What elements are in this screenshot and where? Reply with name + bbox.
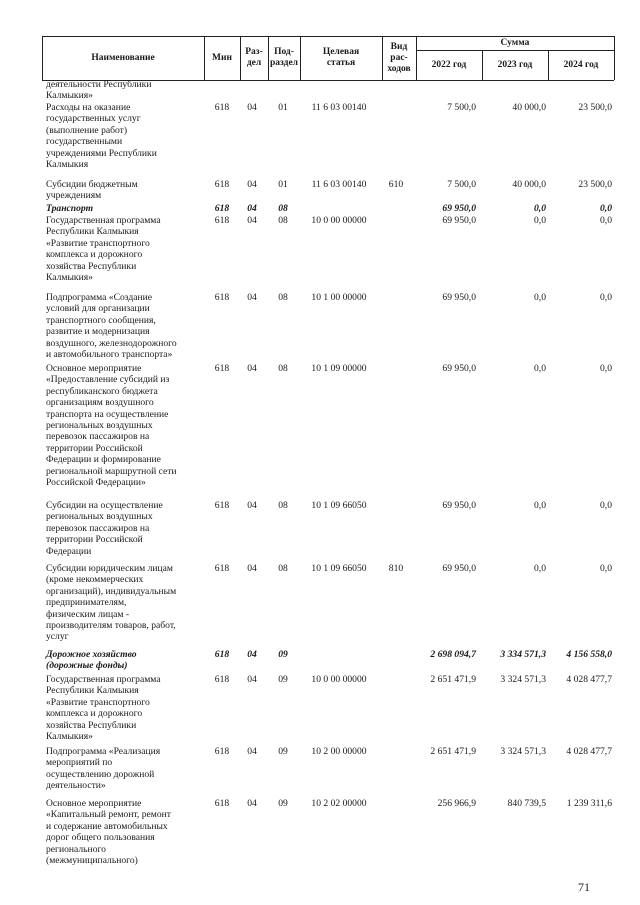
row-min: 618 (214, 215, 230, 226)
row-name: Подпрограмма «Реализация мероприятий по осуществлению дорожной деятельности» (46, 746, 161, 792)
row-razd: 04 (247, 203, 257, 214)
row-razd: 04 (247, 500, 257, 511)
row-2024: 4 028 477,7 (566, 746, 612, 757)
row-razd: 04 (247, 292, 257, 303)
vline-0 (42, 36, 43, 80)
row-min: 618 (214, 203, 230, 214)
vline-4 (300, 36, 301, 80)
row-2023: 0,0 (534, 563, 546, 574)
row-razd: 04 (247, 798, 257, 809)
row-2023: 0,0 (534, 203, 546, 214)
row-min: 618 (214, 746, 230, 757)
vline-2 (240, 36, 241, 80)
row-2024: 0,0 (600, 215, 612, 226)
row-vid: 610 (388, 179, 404, 190)
row-2024: 23 500,0 (578, 102, 612, 113)
row-podrazd: 08 (278, 215, 288, 226)
row-2023: 40 000,0 (512, 102, 546, 113)
row-razd: 04 (247, 746, 257, 757)
row-podrazd: 08 (278, 203, 288, 214)
row-2022: 2 651 471,9 (430, 746, 476, 757)
row-min: 618 (214, 102, 230, 113)
row-statya: 11 6 03 00140 (311, 102, 367, 113)
row-statya: 10 0 00 00000 (311, 674, 367, 685)
row-vid: 810 (388, 563, 404, 574)
row-statya: 11 6 03 00140 (311, 179, 367, 190)
row-statya: 10 0 00 00000 (311, 215, 367, 226)
row-2024: 0,0 (600, 563, 612, 574)
row-name: Государственная программа Республики Калмыкия «Развитие транспортного комплекса и дорожного хозяйства Республики Калмыкия» (46, 674, 161, 743)
row-podrazd: 09 (278, 746, 288, 757)
row-podrazd: 01 (278, 179, 288, 190)
row-statya: 10 1 09 66050 (311, 500, 367, 511)
row-min: 618 (214, 563, 230, 574)
row-2022: 69 950,0 (442, 500, 476, 511)
row-name: Основное мероприятие «Капитальный ремонт, ремонт и содержание автомобильных дорог общего пользования регионального (межмуниципального) (46, 798, 171, 867)
row-name: Расходы на оказание государственных услуг (выполнение работ) государственными учреждениями Республики Калмыкия (46, 102, 157, 171)
row-2024: 0,0 (600, 203, 612, 214)
page-number: 71 (578, 880, 590, 894)
row-2023: 840 739,5 (507, 798, 546, 809)
row-podrazd: 08 (278, 563, 288, 574)
row-2024: 0,0 (600, 292, 612, 303)
row-2024: 0,0 (600, 500, 612, 511)
row-podrazd: 09 (278, 649, 288, 660)
vline-1 (204, 36, 205, 80)
row-min: 618 (214, 674, 230, 685)
row-2022: 7 500,0 (447, 102, 476, 113)
row-name: Субсидии юридическим лицам (кроме некоммерческих организаций), индивидуальным предпринимателям, физическим лицам - производителям товаров, работ, услуг (46, 563, 177, 643)
row-statya: 10 2 00 00000 (311, 746, 367, 757)
header-name: Наименование (91, 52, 155, 63)
row-2023: 3 334 571,3 (500, 649, 546, 660)
row-2023: 0,0 (534, 500, 546, 511)
vline-8 (548, 50, 549, 80)
row-name: Дорожное хозяйство (дорожные фонды) (46, 649, 137, 672)
row-2024: 23 500,0 (578, 179, 612, 190)
row-2022: 69 950,0 (442, 203, 476, 214)
row-podrazd: 09 (278, 674, 288, 685)
row-razd: 04 (247, 674, 257, 685)
header-statya: Целевая статья (322, 47, 360, 68)
header-2023: 2023 год (497, 59, 533, 70)
row-name: деятельности Республики Калмыкия» (46, 79, 152, 102)
row-razd: 04 (247, 215, 257, 226)
row-razd: 04 (247, 179, 257, 190)
row-podrazd: 08 (278, 500, 288, 511)
vline-9 (614, 36, 615, 80)
row-min: 618 (214, 649, 230, 660)
row-2024: 4 156 558,0 (566, 649, 612, 660)
header-razd: Раз- дел (245, 47, 263, 68)
row-2022: 2 651 471,9 (430, 674, 476, 685)
row-2022: 69 950,0 (442, 292, 476, 303)
row-name: Основное мероприятие «Предоставление субсидий из республиканского бюджета организациям воздушного транспорта на осуществление региональных воздушных перевозок пассажиров на территории Российской Федерации и формирование региональной маршрутной сети Российской Федерации» (46, 363, 177, 489)
row-2023: 3 324 571,3 (500, 746, 546, 757)
row-2023: 0,0 (534, 363, 546, 374)
header-podrazd: Под- раздел (269, 47, 299, 68)
header-vid: Вид рас- ходов (387, 41, 411, 74)
row-2024: 1 239 311,6 (566, 798, 612, 809)
row-min: 618 (214, 500, 230, 511)
row-name: Субсидии на осуществление региональных воздушных перевозок пассажиров на территории Российской Федерации (46, 500, 163, 557)
header-2022: 2022 год (431, 59, 467, 70)
row-min: 618 (214, 179, 230, 190)
table-header (42, 36, 614, 80)
row-name: Подпрограмма «Создание условий для организации транспортного сообщения, развитие и модернизация воздушного, железнодорожного и автомобильного транспорта» (46, 292, 177, 361)
row-statya: 10 1 09 66050 (311, 563, 367, 574)
vline-5 (382, 36, 383, 80)
row-podrazd: 01 (278, 102, 288, 113)
vline-3 (268, 36, 269, 80)
row-name: Субсидии бюджетным учреждениям (46, 179, 138, 202)
vline-6 (416, 36, 417, 80)
row-min: 618 (214, 363, 230, 374)
row-2022: 2 698 094,7 (430, 649, 476, 660)
header-summa: Сумма (500, 37, 530, 48)
row-razd: 04 (247, 649, 257, 660)
row-2023: 0,0 (534, 292, 546, 303)
row-2024: 4 028 477,7 (566, 674, 612, 685)
row-2022: 256 966,9 (437, 798, 476, 809)
row-min: 618 (214, 798, 230, 809)
header-min: Мин (212, 52, 232, 63)
vline-7 (482, 50, 483, 80)
row-2022: 69 950,0 (442, 363, 476, 374)
row-2022: 7 500,0 (447, 179, 476, 190)
summa-divider (416, 50, 614, 51)
header-2024: 2024 год (563, 59, 599, 70)
row-name: Государственная программа Республики Калмыкия «Развитие транспортного комплекса и дорожного хозяйства Республики Калмыкия» (46, 215, 161, 284)
row-podrazd: 08 (278, 363, 288, 374)
row-name: Транспорт (46, 203, 94, 214)
row-podrazd: 09 (278, 798, 288, 809)
header-top-border (42, 36, 614, 37)
row-2023: 3 324 571,3 (500, 674, 546, 685)
row-2022: 69 950,0 (442, 215, 476, 226)
row-2023: 0,0 (534, 215, 546, 226)
row-razd: 04 (247, 563, 257, 574)
row-podrazd: 08 (278, 292, 288, 303)
row-razd: 04 (247, 102, 257, 113)
row-statya: 10 2 02 00000 (311, 798, 367, 809)
row-min: 618 (214, 292, 230, 303)
row-statya: 10 1 09 00000 (311, 363, 367, 374)
row-2024: 0,0 (600, 363, 612, 374)
row-2022: 69 950,0 (442, 563, 476, 574)
row-2023: 40 000,0 (512, 179, 546, 190)
row-razd: 04 (247, 363, 257, 374)
row-statya: 10 1 00 00000 (311, 292, 367, 303)
